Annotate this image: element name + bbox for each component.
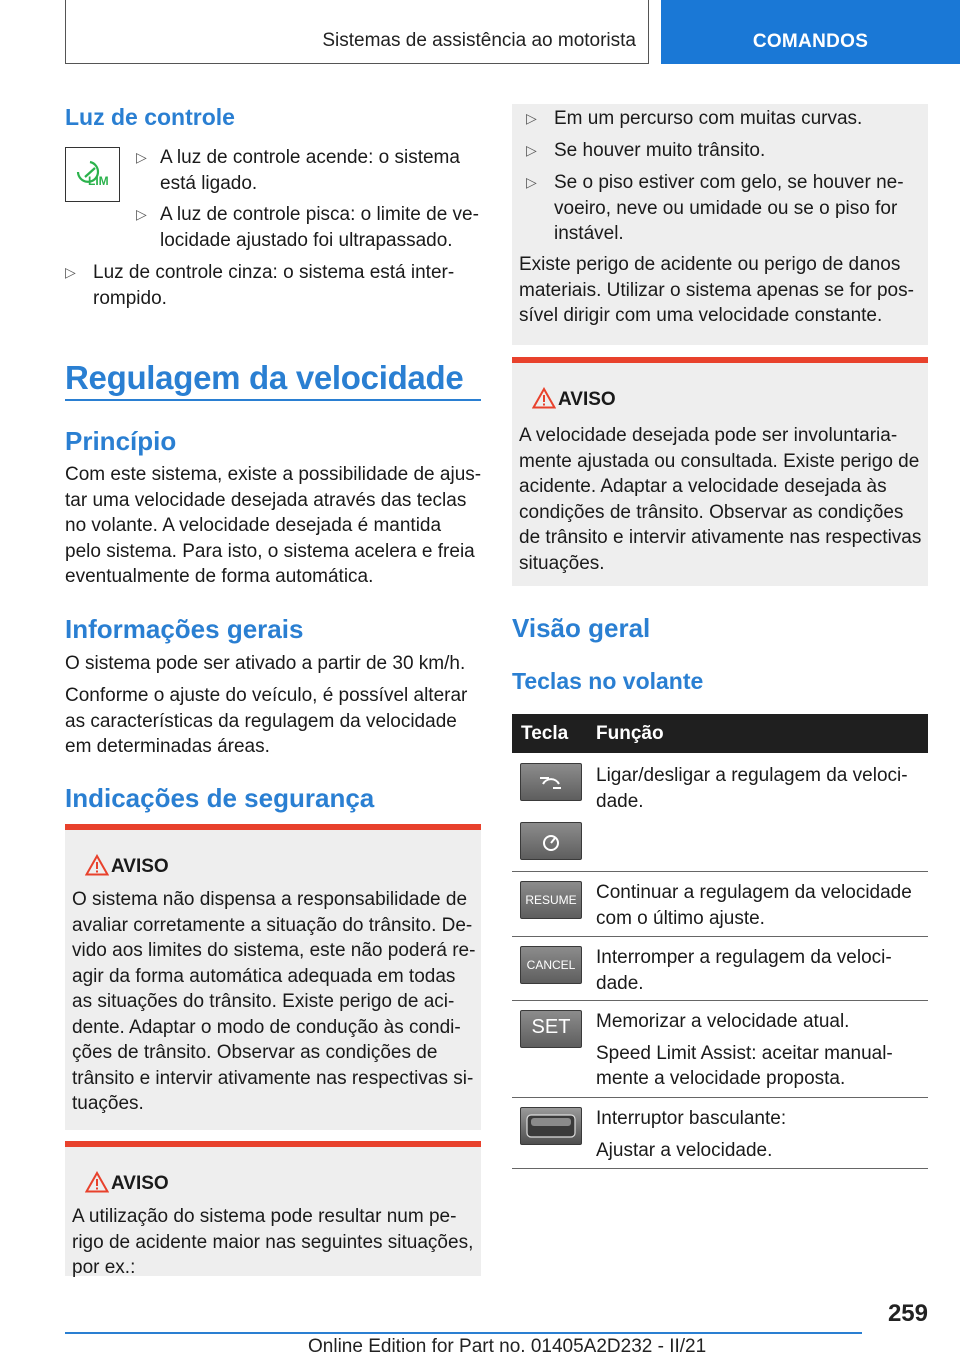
warning-triangle-icon: [85, 854, 109, 876]
function-cell: Memorizar a velocidade atual. Speed Limit Assist: aceitar manual- mente a velocidade proposta.: [596, 1011, 893, 1089]
row-divider: [512, 936, 928, 937]
warning-triangle-icon: [532, 387, 556, 409]
cruise-control-on-off-icon: [521, 823, 581, 859]
set-key: [520, 1010, 582, 1048]
heading-teclas-no-volante: Teclas no volante: [512, 668, 704, 694]
lim-icon-text: LIM: [88, 174, 109, 188]
warning-label: AVISO: [111, 1173, 169, 1194]
warning-continuation-box: ▷ Em um percurso com muitas curvas. ▷ Se houver muito trânsito. ▷ Se o piso estiver com gelo, se houver ne- voeiro, neve ou umidade ou se o piso for instável. Existe perigo de acidente ou perigo de danos materiais. Utilizar o sistema apenas se for pos- sível dirigir com uma velocidade constante.: [512, 104, 928, 345]
bullet-triangle-icon: ▷: [526, 142, 537, 158]
cancel-key-label: CANCEL: [526, 958, 576, 972]
warning-box: [65, 824, 481, 1130]
principio-paragraph: Com este sistema, existe a possibilidade de ajus- tar uma velocidade desejada através das teclas no volante. A velocidade desejada é mantida pelo sistema. Para isto, o sistema acelera e freia eventualmente de forma automática.: [65, 464, 482, 587]
warning-label: AVISO: [558, 389, 616, 410]
warning-text: Existe perigo de acidente ou perigo de danos materiais. Utilizar o sistema apenas se for pos- sível dirigir com uma velocidade constante.: [519, 254, 914, 326]
function-cell: Ligar/desligar a regulagem da veloci- dade.: [596, 765, 908, 812]
tab-comandos[interactable]: [661, 0, 960, 64]
heading-luz-de-controle: Luz de controle: [65, 104, 235, 130]
warning-text: A utilização do sistema pode resultar num pe- rigo de acidente maior nas seguintes situações, por ex.:: [72, 1206, 474, 1278]
row-divider: [512, 1168, 928, 1169]
bullet-triangle-icon: ▷: [526, 110, 537, 126]
bullet-triangle-icon: ▷: [65, 264, 76, 280]
section-title: Sistemas de assistência ao motorista: [322, 30, 636, 51]
footer-edition: Online Edition for Part no. 01405A2D232 - II/21: [308, 1336, 707, 1357]
cruise-control-key: [520, 763, 582, 801]
bullet-triangle-icon: ▷: [526, 174, 537, 190]
row-divider: [512, 871, 928, 872]
title-divider: [65, 399, 481, 401]
tab-comandos-label: COMANDOS: [752, 31, 869, 52]
heading-indicacoes-seguranca: Indicações de segurança: [65, 783, 375, 813]
warning-text: O sistema não dispensa a responsabilidade de avaliar corretamente a situação do trânsito. De- vido aos limites do sistema, este não poderá re- agir da forma automática adequada em todas as situações do trânsito. Existe perigo de aci- dente. Adaptar o modo de condução às condi- ções de trânsito. Observar as condições de trânsito e intervir ativamente nas respectivas si- tuações.: [72, 889, 476, 1114]
rocker-switch-key: [520, 1107, 582, 1145]
footer-divider: [65, 1332, 862, 1334]
cancel-key: [520, 946, 582, 984]
lim-indicator-icon: [65, 147, 120, 202]
row-divider: [512, 1097, 928, 1098]
cruise-control-key: [520, 822, 582, 860]
bullet-triangle-icon: ▷: [136, 149, 147, 165]
table-header: [512, 714, 928, 753]
column-header-tecla: Tecla: [521, 723, 569, 744]
header-section-box: [65, 0, 649, 64]
info-paragraph-1: O sistema pode ser ativado a partir de 30 km/h.: [65, 653, 466, 674]
set-key-label: SET: [531, 1016, 571, 1038]
warning-box: [512, 357, 928, 586]
page-number: 259: [887, 1300, 928, 1327]
warning-box: [65, 1141, 481, 1276]
bullet-triangle-icon: ▷: [136, 206, 147, 222]
cruise-control-on-off-icon: [521, 764, 581, 800]
info-paragraph-2: Conforme o ajuste do veículo, é possível alterar as características da regulagem da velocidade em determinadas áreas.: [65, 685, 468, 757]
warning-label: AVISO: [111, 856, 169, 877]
warning-text: A velocidade desejada pode ser involuntaria- mente ajustada ou consultada. Existe perigo de acidente. Adaptar a velocidade desejada às condições de trânsito. Observar as condições de trânsito e intervir ativamente nas respectivas situações.: [519, 425, 922, 574]
heading-principio: Princípio: [65, 426, 177, 456]
function-cell: Interromper a regulagem da veloci- dade.: [596, 947, 892, 994]
function-cell: Continuar a regulagem da velocidade com o último ajuste.: [596, 882, 912, 929]
page-title: Regulagem da velocidade: [65, 359, 464, 396]
heading-visao-geral: Visão geral: [512, 613, 651, 643]
row-divider: [512, 1000, 928, 1001]
heading-informacoes-gerais: Informações gerais: [65, 614, 304, 644]
resume-key-label: RESUME: [525, 893, 577, 907]
resume-key: [520, 881, 582, 919]
column-header-funcao: Função: [596, 723, 664, 744]
function-cell: Interruptor basculante: Ajustar a velocidade.: [596, 1108, 787, 1161]
rocker-switch-icon: [521, 1108, 581, 1144]
warning-triangle-icon: [85, 1171, 109, 1193]
